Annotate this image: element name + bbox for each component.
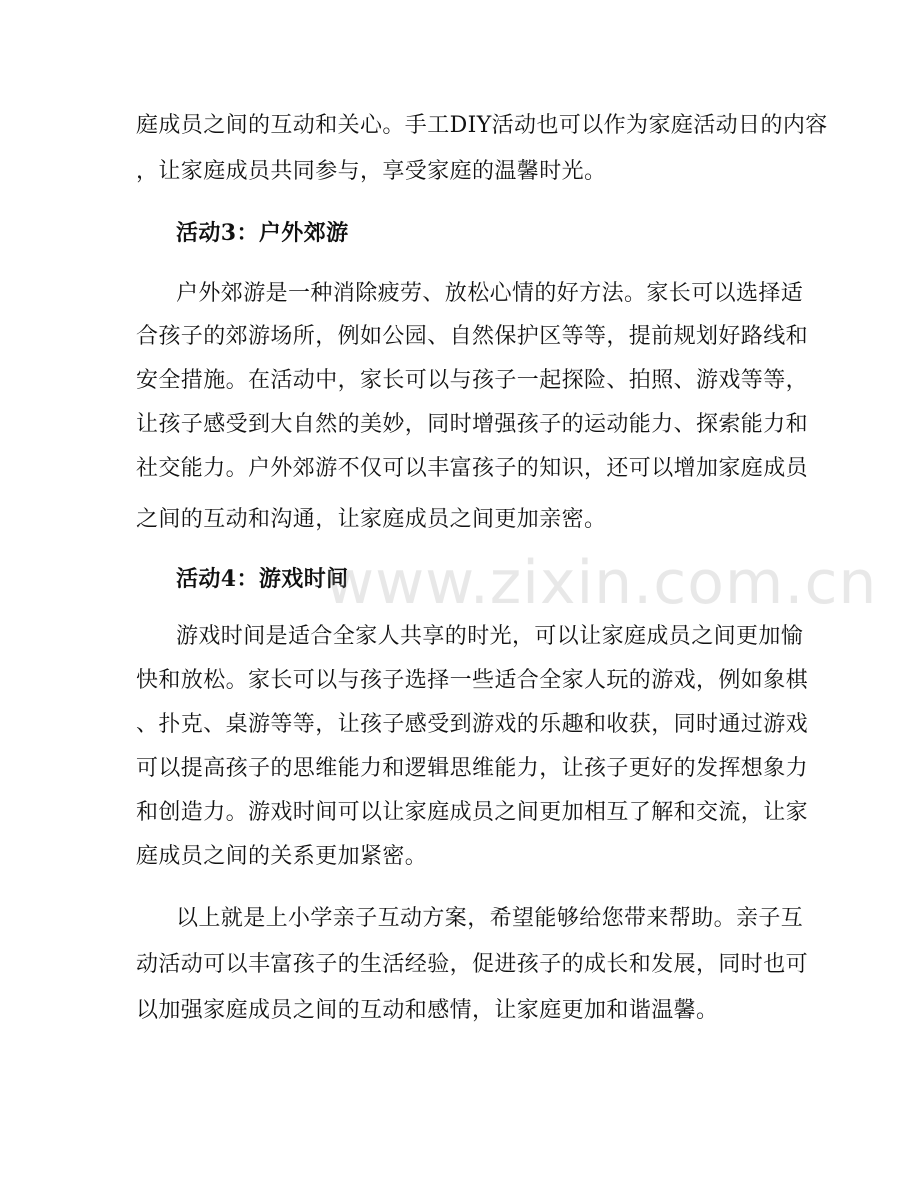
section-heading-activity-3: 活动3：户外郊游 <box>176 220 349 246</box>
paragraph-line: 以加强家庭成员之间的互动和感情，让家庭更加和谐温馨。 <box>136 998 719 1023</box>
paragraph-line: ，让家庭成员共同参与，享受家庭的温馨时光。 <box>136 159 607 184</box>
paragraph-line: 可以提高孩子的思维能力和逻辑思维能力，让孩子更好的发挥想象力 <box>136 756 809 781</box>
paragraph-line: 之间的互动和沟通，让家庭成员之间更加亲密。 <box>136 507 607 532</box>
paragraph-line: 让孩子感受到大自然的美妙，同时增强孩子的运动能力、探索能力和 <box>136 412 809 437</box>
paragraph-line: 户外郊游是一种消除疲劳、放松心情的好方法。家长可以选择适 <box>176 281 804 306</box>
paragraph-line: 游戏时间是适合全家人共享的时光，可以让家庭成员之间更加愉 <box>176 624 804 649</box>
paragraph-line: 动活动可以丰富孩子的生活经验，促进孩子的成长和发展，同时也可 <box>136 952 809 977</box>
paragraph-line: 庭成员之间的互动和关心。手工DIY活动也可以作为家庭活动日的内容 <box>136 113 828 138</box>
paragraph-line: 合孩子的郊游场所，例如公园、自然保护区等等，提前规划好路线和 <box>136 324 809 349</box>
paragraph-line: 快和放松。家长可以与孩子选择一些适合全家人玩的游戏，例如象棋 <box>136 668 809 693</box>
site-watermark: www.zixin.com.cn <box>325 548 878 618</box>
paragraph-line: 和创造力。游戏时间可以让家庭成员之间更加相互了解和交流，让家 <box>136 800 809 825</box>
paragraph-line: 社交能力。户外郊游不仅可以丰富孩子的知识，还可以增加家庭成员 <box>136 456 809 481</box>
section-heading-activity-4: 活动4：游戏时间 <box>176 566 349 592</box>
paragraph-line: 安全措施。在活动中，家长可以与孩子一起探险、拍照、游戏等等， <box>136 368 809 393</box>
paragraph-line: 以上就是上小学亲子互动方案，希望能够给您带来帮助。亲子互 <box>176 906 804 931</box>
paragraph-line: 、扑克、桌游等等，让孩子感受到游戏的乐趣和收获，同时通过游戏 <box>136 712 809 737</box>
paragraph-line: 庭成员之间的关系更加紧密。 <box>136 844 428 869</box>
